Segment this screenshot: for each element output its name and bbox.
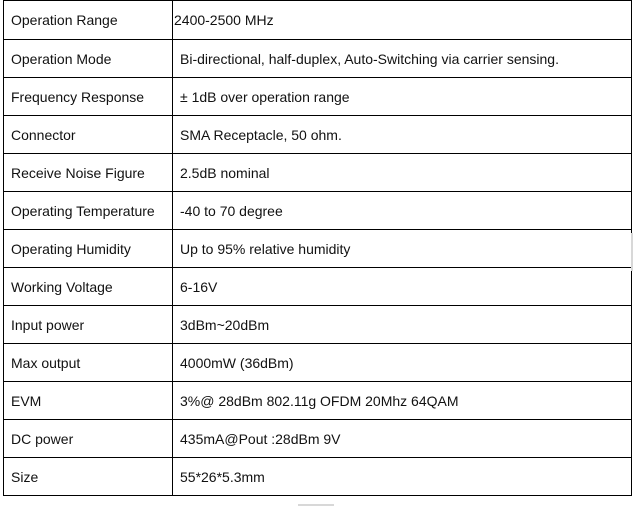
spec-value-receive-noise-figure: 2.5dB nominal [173, 154, 632, 192]
table-row [4, 458, 632, 496]
specifications-table [3, 0, 632, 496]
spec-label-evm: EVM [4, 382, 173, 420]
spec-label-operating-temperature: Operating Temperature [4, 192, 173, 230]
spec-value-operation-range: 2400-2500 MHz [173, 1, 632, 40]
table-row [4, 382, 632, 420]
spec-label-connector: Connector [4, 116, 173, 154]
spec-label-frequency-response: Frequency Response [4, 78, 173, 116]
spec-value-connector: SMA Receptacle, 50 ohm. [173, 116, 632, 154]
spec-value-size: 55*26*5.3mm [173, 458, 632, 496]
spec-label-receive-noise-figure: Receive Noise Figure [4, 154, 173, 192]
spec-value-dc-power: 435mA@Pout :28dBm 9V [173, 420, 632, 458]
spec-label-max-output: Max output [4, 344, 173, 382]
spec-label-operation-mode: Operation Mode [4, 40, 173, 78]
spec-value-evm: 3%@ 28dBm 802.11g OFDM 20Mhz 64QAM [173, 382, 632, 420]
table-row [4, 230, 632, 268]
table-row [4, 268, 632, 306]
table-row [4, 192, 632, 230]
table-row [4, 78, 632, 116]
spec-label-working-voltage: Working Voltage [4, 268, 173, 306]
spec-value-working-voltage: 6-16V [173, 268, 632, 306]
spec-label-dc-power: DC power [4, 420, 173, 458]
resize-handle-right [631, 233, 633, 271]
spec-value-operation-mode: Bi-directional, half-duplex, Auto-Switching via carrier sensing. [173, 40, 632, 78]
spec-value-input-power: 3dBm~20dBm [173, 306, 632, 344]
spec-value-operating-temperature: -40 to 70 degree [173, 192, 632, 230]
table-row [4, 1, 632, 40]
table-row [4, 306, 632, 344]
spec-value-frequency-response: ± 1dB over operation range [173, 78, 632, 116]
spec-label-size: Size [4, 458, 173, 496]
spec-label-input-power: Input power [4, 306, 173, 344]
spec-label-operation-range: Operation Range [4, 1, 173, 40]
spec-label-operating-humidity: Operating Humidity [4, 230, 173, 268]
table-row [4, 116, 632, 154]
table-row [4, 40, 632, 78]
table-row [4, 154, 632, 192]
spec-value-operating-humidity: Up to 95% relative humidity [173, 230, 632, 268]
table-row [4, 344, 632, 382]
table-row [4, 420, 632, 458]
spec-value-max-output: 4000mW (36dBm) [173, 344, 632, 382]
resize-handle-bottom [298, 504, 334, 506]
